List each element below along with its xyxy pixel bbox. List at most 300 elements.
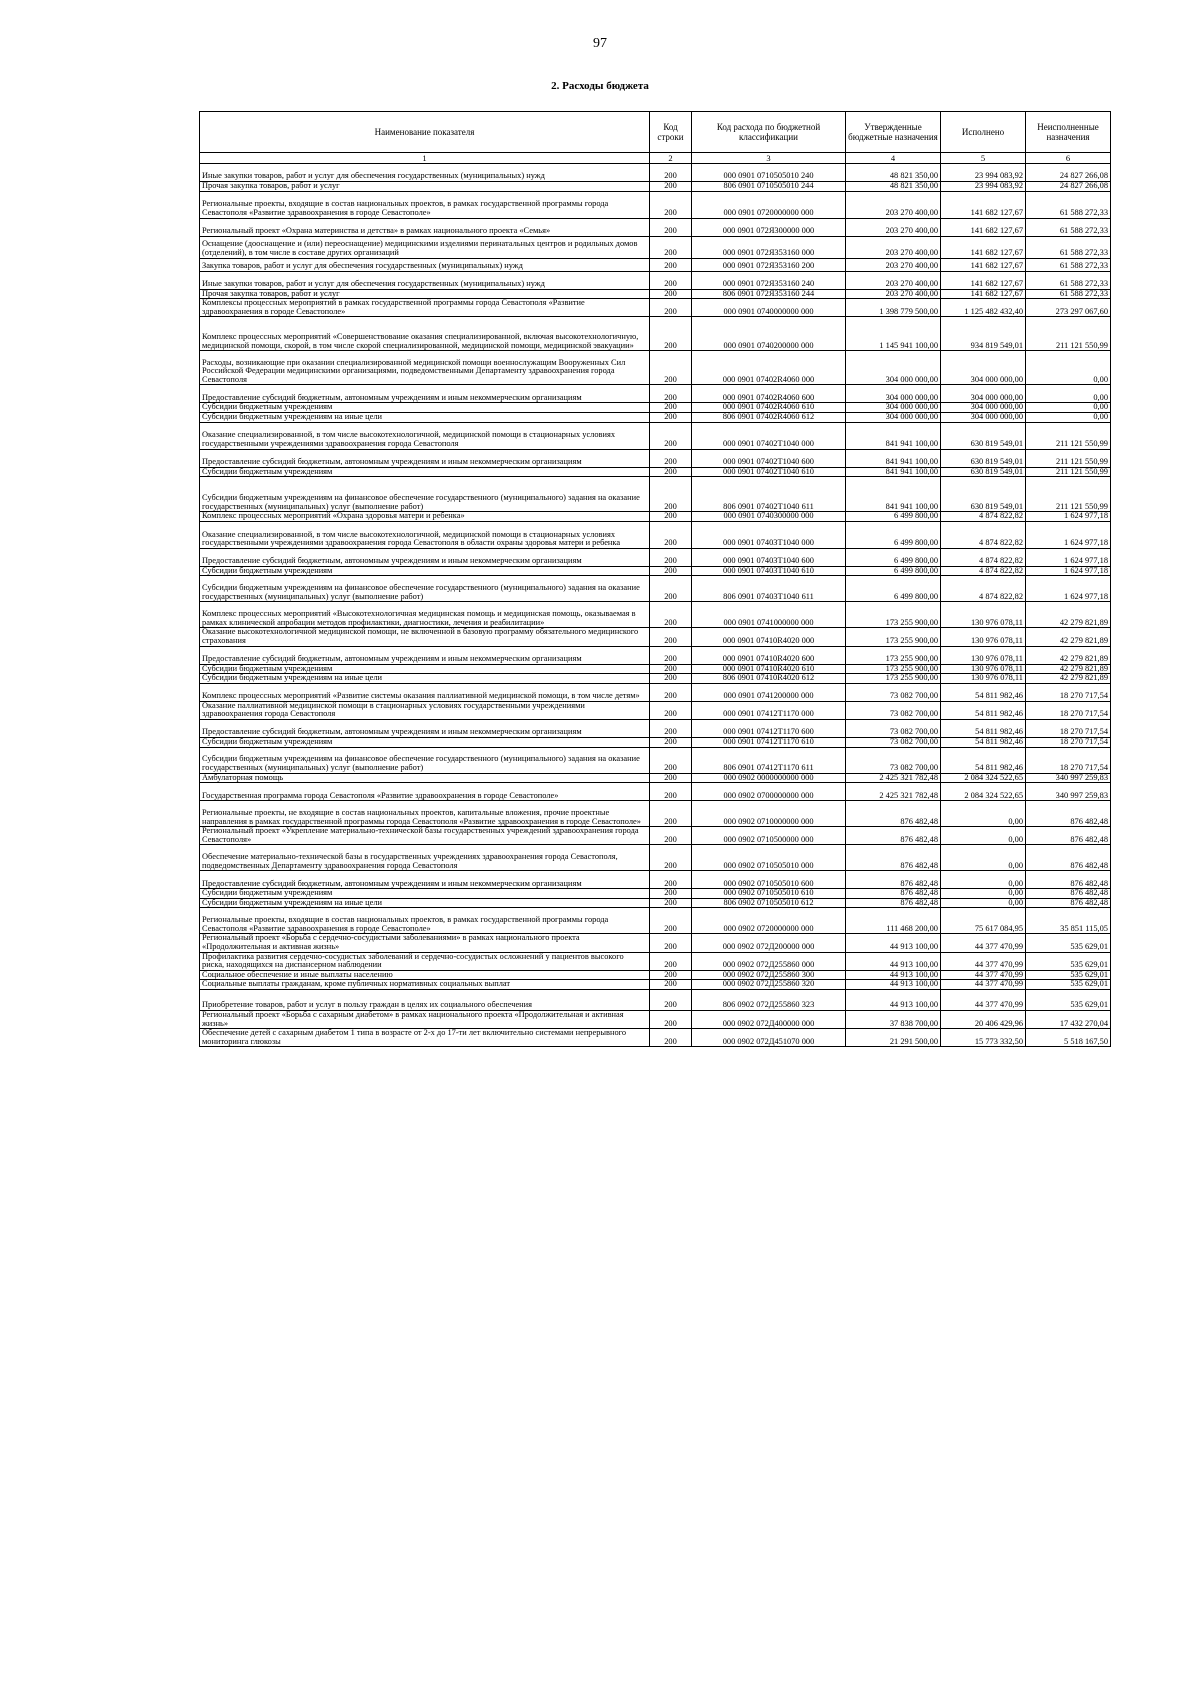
row-approved: 73 082 700,00	[846, 701, 941, 719]
table-row	[200, 952, 1111, 970]
row-name: Предоставление субсидий бюджетным, автономным учреждениям и иным некоммерческим организациям	[200, 449, 650, 467]
row-approved: 73 082 700,00	[846, 683, 941, 701]
row-name: Региональный проект «Борьба с сердечно-сосудистыми заболеваниями» в рамках национального проекта «Продолжительная и активная жизнь»	[200, 934, 650, 952]
row-budget-code: 806 0901 07403Т1040 611	[692, 576, 846, 602]
table-row	[200, 783, 1111, 801]
table-row	[200, 467, 1111, 477]
row-budget-code: 000 0902 0710505010 000	[692, 845, 846, 871]
row-executed: 4 874 822,82	[941, 512, 1026, 522]
row-executed: 44 377 470,99	[941, 952, 1026, 970]
row-budget-code: 000 0902 0700000000 000	[692, 783, 846, 801]
row-budget-code: 000 0902 072Д400000 000	[692, 1011, 846, 1029]
row-executed: 304 000 000,00	[941, 385, 1026, 403]
row-budget-code: 000 0902 0000000000 000	[692, 773, 846, 783]
row-approved: 2 425 321 782,48	[846, 773, 941, 783]
row-remaining: 0,00	[1026, 351, 1111, 385]
row-line-code: 200	[650, 845, 692, 871]
row-name: Субсидии бюджетным учреждениям	[200, 664, 650, 674]
row-line-code: 200	[650, 412, 692, 422]
row-executed: 130 976 078,11	[941, 602, 1026, 628]
row-executed: 54 811 982,46	[941, 701, 1026, 719]
table-row	[200, 576, 1111, 602]
row-approved: 111 468 200,00	[846, 908, 941, 934]
column-number: 6	[1026, 153, 1111, 164]
row-name: Субсидии бюджетным учреждениям	[200, 889, 650, 899]
row-approved: 203 270 400,00	[846, 271, 941, 289]
table-row	[200, 521, 1111, 548]
row-executed: 54 811 982,46	[941, 747, 1026, 773]
row-budget-code: 000 0902 0720000000 000	[692, 908, 846, 934]
row-line-code: 200	[650, 191, 692, 218]
row-executed: 934 819 549,01	[941, 317, 1026, 351]
row-executed: 141 682 127,67	[941, 289, 1026, 299]
row-remaining: 1 624 977,18	[1026, 548, 1111, 566]
row-remaining: 211 121 550,99	[1026, 317, 1111, 351]
expenditure-table	[199, 111, 1111, 1047]
row-executed: 630 819 549,01	[941, 467, 1026, 477]
row-line-code: 200	[650, 477, 692, 512]
row-executed: 130 976 078,11	[941, 664, 1026, 674]
table-row	[200, 747, 1111, 773]
row-name: Предоставление субсидий бюджетным, автономным учреждениям и иным некоммерческим организациям	[200, 646, 650, 664]
row-budget-code: 000 0901 0740300000 000	[692, 512, 846, 522]
row-budget-code: 000 0901 0740000000 000	[692, 299, 846, 317]
table-row	[200, 683, 1111, 701]
table-row	[200, 218, 1111, 236]
row-remaining: 876 482,48	[1026, 898, 1111, 908]
row-remaining: 535 629,01	[1026, 952, 1111, 970]
row-name: Субсидии бюджетным учреждениям на иные цели	[200, 674, 650, 684]
row-name: Комплекс процессных мероприятий «Охрана здоровья матери и ребенка»	[200, 512, 650, 522]
row-executed: 44 377 470,99	[941, 980, 1026, 990]
row-name: Амбулаторная помощь	[200, 773, 650, 783]
row-line-code: 200	[650, 403, 692, 413]
row-budget-code: 000 0901 07403Т1040 600	[692, 548, 846, 566]
table-row	[200, 871, 1111, 889]
row-executed: 4 874 822,82	[941, 521, 1026, 548]
row-approved: 203 270 400,00	[846, 258, 941, 271]
row-line-code: 200	[650, 683, 692, 701]
row-name: Субсидии бюджетным учреждениям на финансовое обеспечение государственного (муниципального) задания на оказание государственных (муниципальных) услуг (выполнение работ)	[200, 576, 650, 602]
row-name: Субсидии бюджетным учреждениям на финансовое обеспечение государственного (муниципального) задания на оказание государственных (муниципальных) услуг (выполнение работ)	[200, 477, 650, 512]
row-executed: 304 000 000,00	[941, 351, 1026, 385]
row-line-code: 200	[650, 773, 692, 783]
row-line-code: 200	[650, 422, 692, 449]
row-budget-code: 000 0901 0710505010 240	[692, 164, 846, 182]
row-executed: 4 874 822,82	[941, 566, 1026, 576]
row-executed: 304 000 000,00	[941, 403, 1026, 413]
row-approved: 44 913 100,00	[846, 990, 941, 1011]
row-budget-code: 000 0901 0720000000 000	[692, 191, 846, 218]
row-remaining: 876 482,48	[1026, 801, 1111, 827]
header-row	[200, 112, 1111, 153]
row-executed: 44 377 470,99	[941, 990, 1026, 1011]
row-remaining: 61 588 272,33	[1026, 258, 1111, 271]
row-budget-code: 000 0901 0740200000 000	[692, 317, 846, 351]
row-line-code: 200	[650, 299, 692, 317]
row-line-code: 200	[650, 674, 692, 684]
row-approved: 876 482,48	[846, 827, 941, 845]
row-name: Региональный проект «Охрана материнства и детства» в рамках национального проекта «Семья»	[200, 218, 650, 236]
row-name: Оказание паллиативной медицинской помощи в стационарных условиях государственными учреждениями здравоохранения города Севастополя	[200, 701, 650, 719]
row-approved: 173 255 900,00	[846, 674, 941, 684]
row-remaining: 876 482,48	[1026, 845, 1111, 871]
row-remaining: 876 482,48	[1026, 889, 1111, 899]
row-line-code: 200	[650, 952, 692, 970]
row-remaining: 17 432 270,04	[1026, 1011, 1111, 1029]
table-row	[200, 990, 1111, 1011]
row-name: Комплексы процессных мероприятий в рамках государственной программы города Севастополя «Развитие здравоохранения в городе Севастополе»	[200, 299, 650, 317]
row-executed: 54 811 982,46	[941, 737, 1026, 747]
row-name: Прочая закупка товаров, работ и услуг	[200, 182, 650, 192]
row-name: Комплекс процессных мероприятий «Высокотехнологичная медицинская помощь и медицинская помощь, оказываемая в рамках клинической апробации методов профилактики, диагностики, лечения и реабилитации»	[200, 602, 650, 628]
row-name: Субсидии бюджетным учреждениям на финансовое обеспечение государственного (муниципального) задания на оказание государственных (муниципальных) услуг (выполнение работ)	[200, 747, 650, 773]
row-name: Предоставление субсидий бюджетным, автономным учреждениям и иным некоммерческим организациям	[200, 385, 650, 403]
column-number: 1	[200, 153, 650, 164]
row-budget-code: 806 0901 07412Т1170 611	[692, 747, 846, 773]
row-budget-code: 806 0902 0710505010 612	[692, 898, 846, 908]
row-line-code: 200	[650, 566, 692, 576]
row-approved: 841 941 100,00	[846, 477, 941, 512]
row-name: Обеспечение материально-технической базы в государственных учреждениях здравоохранения города Севастополя, подведомственных Департаменту здравоохранения города Севастополя	[200, 845, 650, 871]
row-remaining: 18 270 717,54	[1026, 683, 1111, 701]
row-budget-code: 000 0901 07410R4020 610	[692, 664, 846, 674]
row-approved: 876 482,48	[846, 889, 941, 899]
row-name: Расходы, возникающие при оказании специализированной медицинской помощи военнослужащим Вооруженных Сил Российской Федерации медицинскими организациями, подведомственными Департаменту здравоохранения города Севастополя	[200, 351, 650, 385]
page-number: 97	[593, 36, 607, 51]
row-approved: 304 000 000,00	[846, 412, 941, 422]
row-name: Приобретение товаров, работ и услуг в пользу граждан в целях их социального обеспечения	[200, 990, 650, 1011]
row-approved: 6 499 800,00	[846, 576, 941, 602]
row-remaining: 535 629,01	[1026, 980, 1111, 990]
row-budget-code: 000 0901 07412Т1170 610	[692, 737, 846, 747]
row-remaining: 61 588 272,33	[1026, 236, 1111, 258]
row-executed: 44 377 470,99	[941, 970, 1026, 980]
row-approved: 876 482,48	[846, 845, 941, 871]
row-remaining: 61 588 272,33	[1026, 271, 1111, 289]
header-line-code: Код строки	[650, 112, 692, 153]
row-name: Субсидии бюджетным учреждениям	[200, 467, 650, 477]
row-line-code: 200	[650, 218, 692, 236]
row-budget-code: 000 0901 072Я353160 000	[692, 236, 846, 258]
table-row	[200, 908, 1111, 934]
row-approved: 48 821 350,00	[846, 164, 941, 182]
row-approved: 44 913 100,00	[846, 934, 941, 952]
row-approved: 73 082 700,00	[846, 719, 941, 737]
table-row	[200, 845, 1111, 871]
table-row	[200, 674, 1111, 684]
document-title: 2. Расходы бюджета	[551, 80, 649, 92]
table-row	[200, 422, 1111, 449]
row-executed: 630 819 549,01	[941, 449, 1026, 467]
table-row	[200, 449, 1111, 467]
row-budget-code: 000 0901 072Я353160 240	[692, 271, 846, 289]
row-executed: 630 819 549,01	[941, 477, 1026, 512]
row-budget-code: 000 0901 0741200000 000	[692, 683, 846, 701]
table-row	[200, 602, 1111, 628]
row-executed: 304 000 000,00	[941, 412, 1026, 422]
row-name: Социальные выплаты гражданам, кроме публичных нормативных социальных выплат	[200, 980, 650, 990]
row-executed: 54 811 982,46	[941, 719, 1026, 737]
row-name: Субсидии бюджетным учреждениям на иные цели	[200, 898, 650, 908]
row-name: Социальное обеспечение и иные выплаты населению	[200, 970, 650, 980]
row-approved: 173 255 900,00	[846, 664, 941, 674]
row-executed: 15 773 332,50	[941, 1029, 1026, 1047]
table-row	[200, 934, 1111, 952]
row-budget-code: 000 0902 072Д200000 000	[692, 934, 846, 952]
row-line-code: 200	[650, 990, 692, 1011]
row-budget-code: 000 0902 072Д255860 000	[692, 952, 846, 970]
row-remaining: 61 588 272,33	[1026, 218, 1111, 236]
row-approved: 21 291 500,00	[846, 1029, 941, 1047]
row-line-code: 200	[650, 289, 692, 299]
row-approved: 304 000 000,00	[846, 385, 941, 403]
row-approved: 173 255 900,00	[846, 602, 941, 628]
row-approved: 6 499 800,00	[846, 548, 941, 566]
row-remaining: 42 279 821,89	[1026, 602, 1111, 628]
row-executed: 2 084 324 522,65	[941, 783, 1026, 801]
row-line-code: 200	[650, 385, 692, 403]
row-remaining: 211 121 550,99	[1026, 467, 1111, 477]
row-approved: 173 255 900,00	[846, 628, 941, 646]
row-approved: 1 145 941 100,00	[846, 317, 941, 351]
row-line-code: 200	[650, 934, 692, 952]
row-executed: 54 811 982,46	[941, 683, 1026, 701]
row-remaining: 340 997 259,83	[1026, 773, 1111, 783]
row-line-code: 200	[650, 701, 692, 719]
row-executed: 141 682 127,67	[941, 236, 1026, 258]
row-remaining: 24 827 266,08	[1026, 164, 1111, 182]
row-budget-code: 000 0902 072Д255860 300	[692, 970, 846, 980]
row-name: Региональный проект «Укрепление материально-технической базы государственных учреждений здравоохранения города Севастополя»	[200, 827, 650, 845]
row-name: Предоставление субсидий бюджетным, автономным учреждениям и иным некоммерческим организациям	[200, 871, 650, 889]
row-budget-code: 000 0901 07402R4060 600	[692, 385, 846, 403]
header-budget-code: Код расхода по бюджетной классификации	[692, 112, 846, 153]
row-remaining: 876 482,48	[1026, 827, 1111, 845]
row-line-code: 200	[650, 783, 692, 801]
row-executed: 0,00	[941, 827, 1026, 845]
row-budget-code: 000 0901 07402R4060 610	[692, 403, 846, 413]
row-remaining: 211 121 550,99	[1026, 449, 1111, 467]
row-budget-code: 000 0901 07403Т1040 000	[692, 521, 846, 548]
row-approved: 876 482,48	[846, 871, 941, 889]
row-name: Субсидии бюджетным учреждениям	[200, 737, 650, 747]
row-executed: 130 976 078,11	[941, 628, 1026, 646]
row-name: Оснащение (дооснащение и (или) переоснащение) медицинскими изделиями перинатальных центров и родильных домов (отделений), в том числе в составе других организаций	[200, 236, 650, 258]
column-number: 4	[846, 153, 941, 164]
row-approved: 304 000 000,00	[846, 403, 941, 413]
row-budget-code: 000 0901 07403Т1040 610	[692, 566, 846, 576]
row-line-code: 200	[650, 164, 692, 182]
row-budget-code: 000 0901 07410R4020 600	[692, 646, 846, 664]
row-budget-code: 000 0901 072Я300000 000	[692, 218, 846, 236]
row-name: Субсидии бюджетным учреждениям	[200, 403, 650, 413]
row-name: Оказание специализированной, в том числе высокотехнологичной, медицинской помощи в стационарных условиях государственными учреждениями здравоохранения города Севастополя в области охраны здоровья матери и ребенка	[200, 521, 650, 548]
row-line-code: 200	[650, 351, 692, 385]
row-approved: 6 499 800,00	[846, 566, 941, 576]
row-budget-code: 806 0902 072Д255860 323	[692, 990, 846, 1011]
row-approved: 2 425 321 782,48	[846, 783, 941, 801]
row-remaining: 5 518 167,50	[1026, 1029, 1111, 1047]
row-executed: 1 125 482 432,40	[941, 299, 1026, 317]
row-name: Прочая закупка товаров, работ и услуг	[200, 289, 650, 299]
row-line-code: 200	[650, 449, 692, 467]
row-remaining: 1 624 977,18	[1026, 512, 1111, 522]
table-row	[200, 477, 1111, 512]
row-line-code: 200	[650, 521, 692, 548]
row-line-code: 200	[650, 908, 692, 934]
row-executed: 141 682 127,67	[941, 258, 1026, 271]
row-executed: 4 874 822,82	[941, 576, 1026, 602]
table-row	[200, 628, 1111, 646]
row-approved: 73 082 700,00	[846, 737, 941, 747]
row-budget-code: 000 0902 0710505010 600	[692, 871, 846, 889]
row-name: Региональный проект «Борьба с сахарным диабетом» в рамках национального проекта «Продолжительная и активная жизнь»	[200, 1011, 650, 1029]
row-line-code: 200	[650, 236, 692, 258]
row-remaining: 42 279 821,89	[1026, 628, 1111, 646]
row-budget-code: 806 0901 072Я353160 244	[692, 289, 846, 299]
table-row	[200, 801, 1111, 827]
row-line-code: 200	[650, 271, 692, 289]
row-executed: 141 682 127,67	[941, 191, 1026, 218]
row-remaining: 340 997 259,83	[1026, 783, 1111, 801]
row-executed: 0,00	[941, 889, 1026, 899]
row-executed: 20 406 429,96	[941, 1011, 1026, 1029]
row-remaining: 273 297 067,60	[1026, 299, 1111, 317]
row-line-code: 200	[650, 512, 692, 522]
row-approved: 876 482,48	[846, 801, 941, 827]
row-budget-code: 000 0902 0710505010 610	[692, 889, 846, 899]
row-name: Оказание высокотехнологичной медицинской помощи, не включенной в базовую программу обязательного медицинского страхования	[200, 628, 650, 646]
table-row	[200, 1011, 1111, 1029]
table-row	[200, 258, 1111, 271]
row-name: Иные закупки товаров, работ и услуг для обеспечения государственных (муниципальных) нужд	[200, 164, 650, 182]
row-name: Предоставление субсидий бюджетным, автономным учреждениям и иным некоммерческим организациям	[200, 719, 650, 737]
row-remaining: 18 270 717,54	[1026, 719, 1111, 737]
row-approved: 203 270 400,00	[846, 191, 941, 218]
row-approved: 44 913 100,00	[846, 970, 941, 980]
row-line-code: 200	[650, 548, 692, 566]
row-line-code: 200	[650, 258, 692, 271]
table-row	[200, 719, 1111, 737]
row-remaining: 1 624 977,18	[1026, 521, 1111, 548]
row-remaining: 18 270 717,54	[1026, 737, 1111, 747]
table-row	[200, 737, 1111, 747]
row-name: Обеспечение детей с сахарным диабетом 1 типа в возрасте от 2-х до 17-ти лет включительно системами непрерывного мониторинга глюкозы	[200, 1029, 650, 1047]
row-approved: 37 838 700,00	[846, 1011, 941, 1029]
row-remaining: 61 588 272,33	[1026, 191, 1111, 218]
row-approved: 203 270 400,00	[846, 289, 941, 299]
row-budget-code: 000 0901 0741000000 000	[692, 602, 846, 628]
row-line-code: 200	[650, 747, 692, 773]
row-approved: 841 941 100,00	[846, 422, 941, 449]
row-executed: 0,00	[941, 845, 1026, 871]
row-executed: 141 682 127,67	[941, 271, 1026, 289]
row-remaining: 211 121 550,99	[1026, 477, 1111, 512]
table-row	[200, 566, 1111, 576]
table-row	[200, 548, 1111, 566]
table-row	[200, 164, 1111, 182]
row-line-code: 200	[650, 889, 692, 899]
row-approved: 6 499 800,00	[846, 521, 941, 548]
row-line-code: 200	[650, 1011, 692, 1029]
table-row	[200, 1029, 1111, 1047]
row-name: Предоставление субсидий бюджетным, автономным учреждениям и иным некоммерческим организациям	[200, 548, 650, 566]
row-budget-code: 000 0902 072Д255860 320	[692, 980, 846, 990]
column-number: 2	[650, 153, 692, 164]
row-line-code: 200	[650, 719, 692, 737]
row-line-code: 200	[650, 646, 692, 664]
row-name: Региональные проекты, входящие в состав национальных проектов, в рамках государственной программы города Севастополя «Развитие здравоохранения в городе Севастополе»	[200, 908, 650, 934]
table-row	[200, 827, 1111, 845]
row-executed: 0,00	[941, 801, 1026, 827]
row-remaining: 535 629,01	[1026, 970, 1111, 980]
table-row	[200, 646, 1111, 664]
row-executed: 44 377 470,99	[941, 934, 1026, 952]
row-approved: 203 270 400,00	[846, 218, 941, 236]
row-line-code: 200	[650, 871, 692, 889]
table-row	[200, 299, 1111, 317]
row-name: Иные закупки товаров, работ и услуг для обеспечения государственных (муниципальных) нужд	[200, 271, 650, 289]
row-line-code: 200	[650, 182, 692, 192]
row-remaining: 535 629,01	[1026, 934, 1111, 952]
row-approved: 173 255 900,00	[846, 646, 941, 664]
row-name: Профилактика развития сердечно-сосудистых заболеваний и сердечно-сосудистых осложнений у пациентов высокого риска, находящихся на диспансерном наблюдении	[200, 952, 650, 970]
table-row	[200, 889, 1111, 899]
row-remaining: 0,00	[1026, 403, 1111, 413]
row-line-code: 200	[650, 664, 692, 674]
table-row	[200, 236, 1111, 258]
row-remaining: 0,00	[1026, 412, 1111, 422]
row-budget-code: 000 0901 07402Т1040 600	[692, 449, 846, 467]
row-budget-code: 806 0901 07402Т1040 611	[692, 477, 846, 512]
row-approved: 876 482,48	[846, 898, 941, 908]
row-approved: 73 082 700,00	[846, 747, 941, 773]
row-approved: 841 941 100,00	[846, 449, 941, 467]
row-remaining: 42 279 821,89	[1026, 646, 1111, 664]
row-remaining: 1 624 977,18	[1026, 566, 1111, 576]
row-budget-code: 000 0901 07402R4060 000	[692, 351, 846, 385]
row-approved: 6 499 800,00	[846, 512, 941, 522]
table-row	[200, 512, 1111, 522]
table-row	[200, 980, 1111, 990]
row-remaining: 876 482,48	[1026, 871, 1111, 889]
row-budget-code: 806 0901 07410R4020 612	[692, 674, 846, 684]
row-executed: 23 994 083,92	[941, 182, 1026, 192]
table-row	[200, 385, 1111, 403]
row-remaining: 18 270 717,54	[1026, 747, 1111, 773]
row-budget-code: 000 0901 07402Т1040 000	[692, 422, 846, 449]
table-row	[200, 271, 1111, 289]
row-remaining: 42 279 821,89	[1026, 674, 1111, 684]
row-remaining: 211 121 550,99	[1026, 422, 1111, 449]
header-executed: Исполнено	[941, 112, 1026, 153]
header-approved: Утвержденные бюджетные назначения	[846, 112, 941, 153]
row-remaining: 18 270 717,54	[1026, 701, 1111, 719]
table-row	[200, 182, 1111, 192]
column-number: 3	[692, 153, 846, 164]
row-remaining: 61 588 272,33	[1026, 289, 1111, 299]
row-budget-code: 000 0902 072Д451070 000	[692, 1029, 846, 1047]
row-remaining: 35 851 115,05	[1026, 908, 1111, 934]
row-line-code: 200	[650, 737, 692, 747]
row-budget-code: 806 0901 07402R4060 612	[692, 412, 846, 422]
row-executed: 2 084 324 522,65	[941, 773, 1026, 783]
table-row	[200, 701, 1111, 719]
column-number: 5	[941, 153, 1026, 164]
row-line-code: 200	[650, 980, 692, 990]
row-remaining: 1 624 977,18	[1026, 576, 1111, 602]
